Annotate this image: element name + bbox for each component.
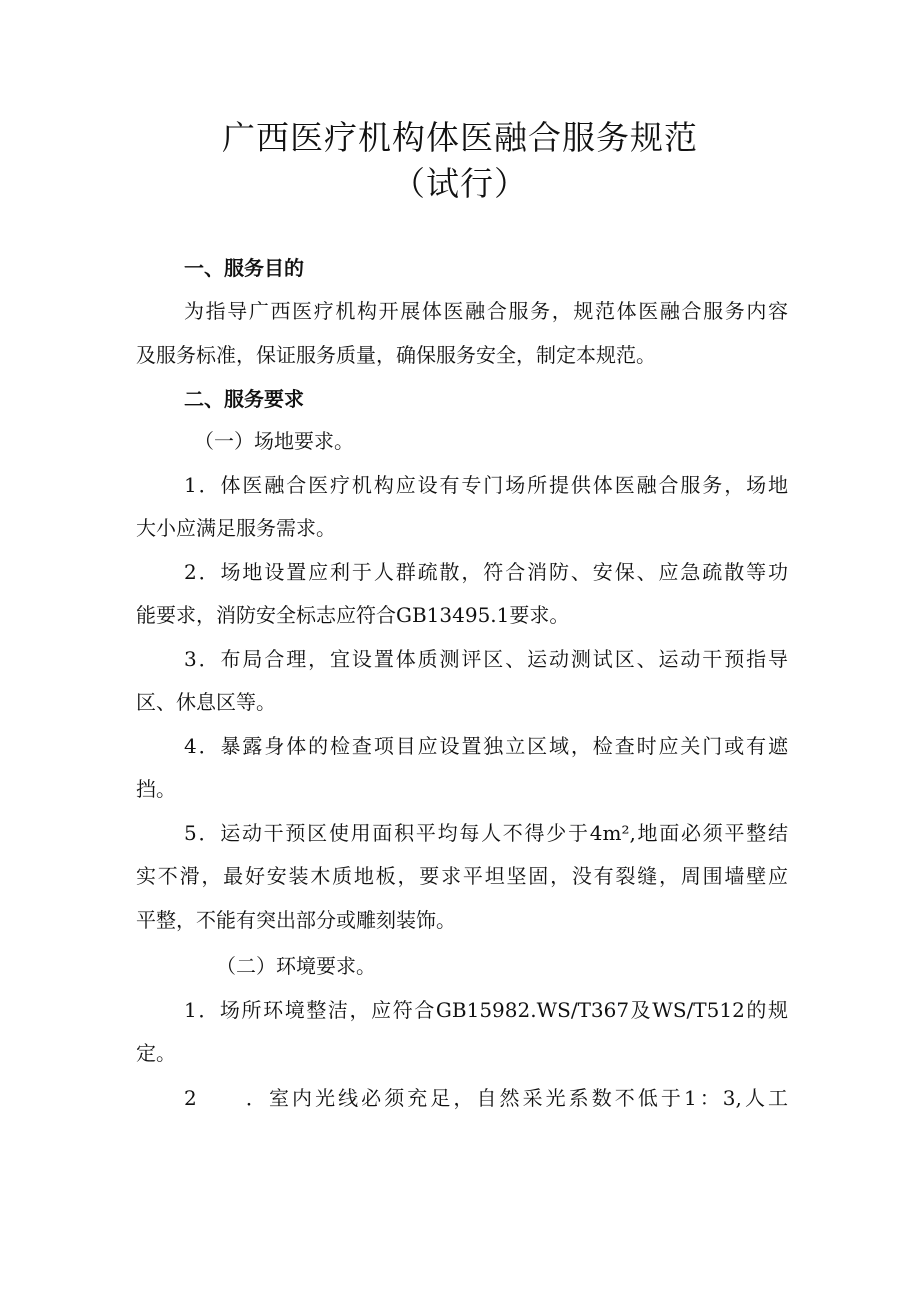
section-heading-requirements: 二、服务要求: [184, 387, 304, 411]
site-item-line: 5．运动干预区使用面积平均每人不得少于4m²,地面必须平整结: [184, 821, 788, 845]
subsection-heading-environment: （二）环境要求。: [216, 954, 376, 978]
document-subtitle: （试行）: [392, 164, 528, 203]
section-heading-purpose: 一、服务目的: [184, 256, 304, 280]
site-item-line: 区、休息区等。: [136, 690, 276, 714]
subsection-heading-site: （一）场地要求。: [194, 429, 354, 453]
document-title: 广西医疗机构体医融合服务规范: [222, 118, 698, 157]
site-item-line: 实不滑，最好安装木质地板，要求平坦坚固，没有裂缝，周围墙壁应: [136, 864, 788, 888]
site-item-line: 能要求，消防安全标志应符合GB13495.1要求。: [136, 603, 570, 627]
purpose-paragraph-line: 及服务标准，保证服务质量，确保服务安全，制定本规范。: [136, 343, 656, 367]
site-item-line: 平整，不能有突出部分或雕刻装饰。: [136, 908, 456, 932]
purpose-paragraph-line: 为指导广西医疗机构开展体医融合服务，规范体医融合服务内容: [184, 299, 788, 323]
site-item-line: 1．体医融合医疗机构应设有专门场所提供体医融合服务，场地: [184, 473, 788, 497]
site-item-line: 4．暴露身体的检查项目应设置独立区域，检查时应关门或有遮: [184, 734, 788, 758]
site-item-line: 2．场地设置应利于人群疏散，符合消防、安保、应急疏散等功: [184, 560, 788, 584]
site-item-line: 大小应满足服务需求。: [136, 516, 336, 540]
environment-item-line: 2 ．室内光线必须充足，自然采光系数不低于1：3,人工: [184, 1086, 788, 1110]
site-item-line: 挡。: [136, 777, 176, 801]
environment-item-line: 定。: [136, 1041, 176, 1065]
site-item-line: 3．布局合理，宜设置体质测评区、运动测试区、运动干预指导: [184, 647, 788, 671]
environment-item-line: 1．场所环境整洁，应符合GB15982.WS/T367及WS/T512的规: [184, 998, 788, 1022]
